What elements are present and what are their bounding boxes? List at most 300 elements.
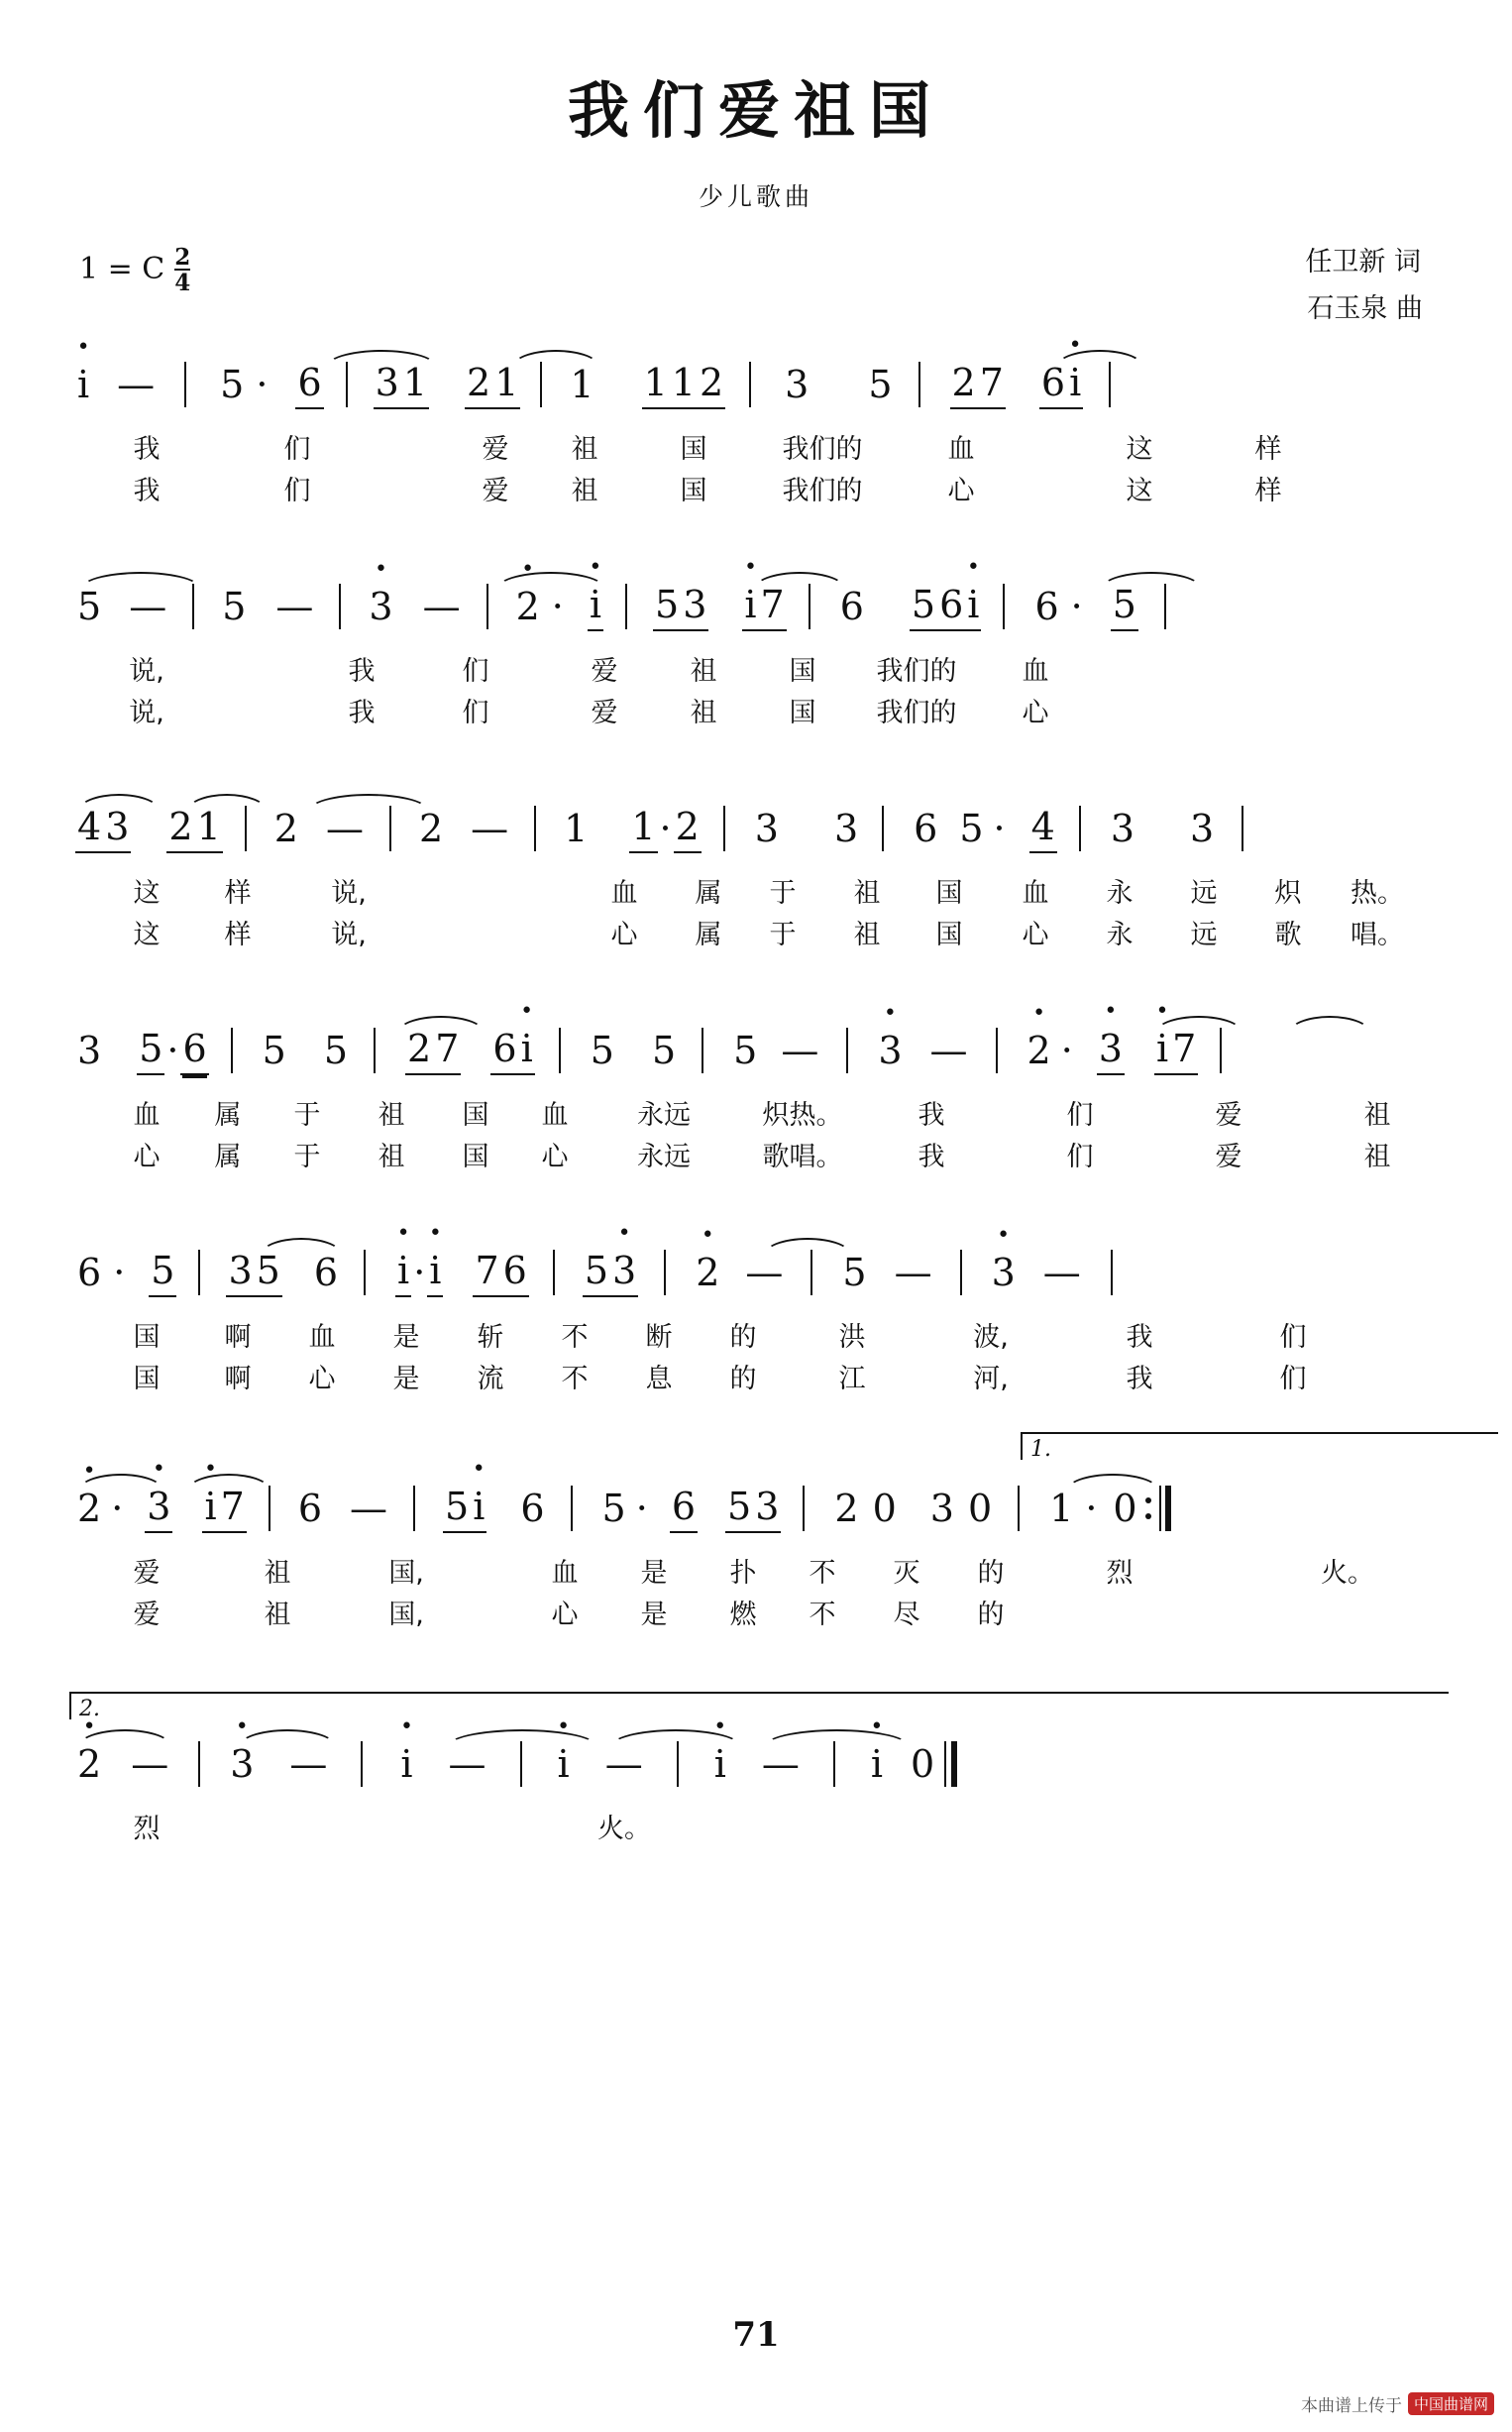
lyrics-row-2a xyxy=(69,649,1443,691)
lyric-syllable: 属 xyxy=(214,1100,242,1131)
subtitle: 少儿歌曲 xyxy=(698,182,813,211)
staff-line-3 xyxy=(69,786,1443,871)
lyric-syllable: 祖 xyxy=(690,656,717,687)
lyric-syllable: 的 xyxy=(729,1322,757,1353)
sustain-dash: — xyxy=(289,1742,328,1786)
lyrics-row-7a xyxy=(69,1807,1443,1848)
note: • 3 xyxy=(228,1742,256,1786)
music-system-6 xyxy=(69,1437,1443,1634)
barline xyxy=(269,1486,270,1531)
note: 2 xyxy=(405,1027,433,1075)
lyric-syllable: 远 xyxy=(1190,920,1218,950)
lyric-syllable: 是 xyxy=(392,1322,420,1353)
lyrics-row-4a xyxy=(69,1093,1443,1135)
note: • i xyxy=(869,1742,885,1786)
lyric-syllable: 爱 xyxy=(1215,1142,1242,1172)
dotted-rhythm-dot: · xyxy=(113,1251,126,1294)
lyric-syllable: 血 xyxy=(610,878,638,909)
lyric-syllable: 国 xyxy=(789,698,816,728)
lyric-syllable: 我们的 xyxy=(876,656,957,687)
barline xyxy=(846,1028,848,1073)
key-signature xyxy=(79,244,191,296)
barline xyxy=(1111,1250,1113,1295)
barline xyxy=(540,362,542,407)
time-signature-numerator: 2 xyxy=(174,244,191,271)
lyric-syllable: 说, xyxy=(331,878,367,909)
note: 4 xyxy=(1029,805,1057,853)
lyrics-row-5b xyxy=(69,1357,1443,1398)
lyric-syllable: 这 xyxy=(133,920,161,950)
barline xyxy=(702,1028,703,1073)
note: 2 xyxy=(166,805,194,853)
barline xyxy=(809,584,810,629)
barline xyxy=(559,1028,561,1073)
dotted-rhythm-dot: · xyxy=(413,1251,426,1294)
barline xyxy=(486,584,488,629)
note: 1 xyxy=(564,807,589,850)
note: 3 xyxy=(1110,807,1134,850)
lyric-syllable: 我 xyxy=(918,1100,945,1131)
note: 3 xyxy=(785,363,810,406)
barline xyxy=(833,1741,835,1787)
note: 2 xyxy=(418,807,444,850)
note: 0 xyxy=(1113,1487,1137,1530)
barline xyxy=(1220,1028,1222,1073)
lyric-syllable: 是 xyxy=(640,1600,668,1630)
lyric-syllable: 于 xyxy=(293,1142,321,1172)
note: 0 xyxy=(911,1742,935,1786)
composer-credit: 石玉泉 曲 xyxy=(1307,293,1423,325)
lyric-syllable: 祖 xyxy=(690,698,717,728)
lyric-syllable: 国 xyxy=(935,878,963,909)
dotted-rhythm-dot: · xyxy=(166,1029,179,1072)
music-system-1 xyxy=(69,342,1443,510)
lyric-syllable: 心 xyxy=(308,1364,336,1394)
meta-row xyxy=(69,231,1443,342)
note: 3 xyxy=(103,805,131,853)
barline xyxy=(1003,584,1005,629)
note: 3 xyxy=(374,361,401,409)
lyric-syllable: 河, xyxy=(973,1364,1009,1394)
note: 2 xyxy=(273,807,298,850)
page-number: 71 xyxy=(732,2315,780,2355)
note: • 3 xyxy=(990,1251,1018,1294)
note: • i xyxy=(471,1485,486,1533)
music-system-7 xyxy=(69,1697,1443,1848)
sustain-dash: — xyxy=(471,807,509,850)
note: • 2 xyxy=(75,1487,103,1530)
note: • 2 xyxy=(75,1742,103,1786)
barline xyxy=(553,1250,555,1295)
lyric-syllable: 我们的 xyxy=(782,476,863,506)
lyric-syllable: 啊 xyxy=(224,1322,252,1353)
note: 5 xyxy=(910,583,937,631)
lyric-syllable: 国 xyxy=(462,1100,489,1131)
barline xyxy=(245,806,247,851)
note: 0 xyxy=(967,1487,993,1530)
lyric-syllable: 扑 xyxy=(729,1558,757,1589)
key-signature-text: 1 = C xyxy=(79,252,165,286)
staff-line-2 xyxy=(69,564,1443,649)
lyric-syllable: 爱 xyxy=(1215,1100,1242,1131)
note: • i xyxy=(75,363,91,406)
lyric-syllable: 不 xyxy=(561,1364,589,1394)
lyric-syllable: 断 xyxy=(645,1322,673,1353)
lyric-syllable: 样 xyxy=(1254,434,1282,465)
sheet-music-page xyxy=(0,61,1512,2432)
lyric-syllable: 不 xyxy=(809,1558,836,1589)
note: 2 xyxy=(698,361,725,409)
note: 5 xyxy=(77,585,102,628)
note: 5 xyxy=(959,807,984,850)
note: • i xyxy=(1154,1027,1170,1075)
sustain-dash: — xyxy=(117,363,156,406)
note: • i xyxy=(742,583,758,631)
lyric-syllable: 这 xyxy=(133,878,161,909)
staff-line-6 xyxy=(69,1466,1443,1551)
barline xyxy=(571,1486,573,1531)
note: 5 xyxy=(443,1485,471,1533)
note: 6 xyxy=(297,1487,322,1530)
lyrics-row-1a xyxy=(69,427,1443,469)
sustain-dash: — xyxy=(761,1742,800,1786)
lyric-syllable: 们 xyxy=(1066,1142,1094,1172)
note: 5 xyxy=(262,1029,286,1072)
note: 3 xyxy=(1190,807,1215,850)
note: 6 xyxy=(1034,585,1059,628)
dotted-rhythm-dot: · xyxy=(993,807,1006,850)
dotted-rhythm-dot: · xyxy=(111,1487,124,1530)
lyric-syllable: 是 xyxy=(392,1364,420,1394)
note: 7 xyxy=(978,361,1006,409)
lyric-syllable: 祖 xyxy=(1363,1100,1391,1131)
music-system-5 xyxy=(69,1230,1443,1398)
lyrics-row-6b xyxy=(69,1593,1443,1634)
note: 6 xyxy=(839,585,864,628)
note: 6 xyxy=(295,361,323,409)
note: 3 xyxy=(929,1487,954,1530)
lyrics-row-4b xyxy=(69,1135,1443,1176)
barline xyxy=(374,1028,376,1073)
note: 5 xyxy=(220,363,245,406)
lyric-syllable: 祖 xyxy=(378,1142,405,1172)
note: 1 xyxy=(629,805,657,853)
lyric-syllable: 血 xyxy=(947,434,975,465)
lyric-syllable: 血 xyxy=(133,1100,161,1131)
lyric-syllable: 血 xyxy=(308,1322,336,1353)
lyric-syllable: 我 xyxy=(133,434,161,465)
note: 5 xyxy=(149,1249,176,1297)
lyric-syllable: 们 xyxy=(283,476,311,506)
note: 7 xyxy=(759,583,787,631)
sustain-dash: — xyxy=(781,1029,819,1072)
barline xyxy=(389,806,391,851)
repeat-end-barline xyxy=(1145,1486,1171,1531)
lyrics-row-2b xyxy=(69,691,1443,732)
lyric-syllable: 祖 xyxy=(853,920,881,950)
note: 1 xyxy=(670,361,698,409)
repeat-dots xyxy=(1145,1497,1151,1519)
barline xyxy=(749,362,751,407)
lyric-syllable: 炽热。 xyxy=(762,1100,843,1131)
note: 6 xyxy=(914,807,938,850)
note: 6 xyxy=(77,1251,102,1294)
lyric-syllable: 心 xyxy=(1022,920,1049,950)
lyric-syllable: 的 xyxy=(977,1558,1005,1589)
lyric-syllable: 永 xyxy=(1106,878,1134,909)
barline xyxy=(960,1250,962,1295)
thick-barline xyxy=(951,1741,957,1787)
note: 5 xyxy=(868,363,893,406)
sustain-dash: — xyxy=(422,585,461,628)
dotted-rhythm-dot: · xyxy=(1060,1029,1073,1072)
note: 5 xyxy=(137,1027,164,1075)
barline xyxy=(1109,362,1111,407)
slur-mark xyxy=(446,1729,598,1747)
lyric-syllable: 血 xyxy=(551,1558,579,1589)
note: 1 xyxy=(401,361,429,409)
slur-mark xyxy=(763,1729,911,1747)
barline xyxy=(918,362,920,407)
note: 0 xyxy=(872,1487,897,1530)
lyric-syllable: 心 xyxy=(551,1600,579,1630)
note: 6 xyxy=(937,583,965,631)
note: 1 xyxy=(570,363,594,406)
barline xyxy=(882,806,884,851)
lyric-syllable: 心 xyxy=(133,1142,161,1172)
barline xyxy=(231,1028,233,1073)
dotted-rhythm-dot: · xyxy=(635,1487,648,1530)
lyric-syllable: 炽 xyxy=(1274,878,1302,909)
sustain-dash: — xyxy=(275,585,314,628)
thin-barline xyxy=(1159,1486,1161,1531)
note: 6 xyxy=(520,1487,545,1530)
note: 3 xyxy=(754,807,779,850)
note: 5 xyxy=(733,1029,758,1072)
time-signature xyxy=(174,246,190,294)
sustain-dash: — xyxy=(929,1029,968,1072)
lyric-syllable: 属 xyxy=(695,920,722,950)
barline xyxy=(534,806,536,851)
lyric-syllable: 爱 xyxy=(482,434,509,465)
note: 6 xyxy=(501,1249,529,1297)
lyric-syllable: 灭 xyxy=(893,1558,920,1589)
lyric-syllable: 斩 xyxy=(477,1322,504,1353)
note: 5 xyxy=(601,1487,626,1530)
lyric-syllable: 我们的 xyxy=(876,698,957,728)
slur-mark xyxy=(307,794,430,812)
lyric-syllable: 啊 xyxy=(224,1364,252,1394)
lyric-syllable: 们 xyxy=(283,434,311,465)
lyric-syllable: 国 xyxy=(680,476,707,506)
note: • i xyxy=(556,1742,572,1786)
dotted-rhythm-dot: · xyxy=(256,363,269,406)
lyric-syllable: 我 xyxy=(918,1142,945,1172)
barline xyxy=(625,584,627,629)
note: 5 xyxy=(653,583,681,631)
note: 2 xyxy=(834,1487,859,1530)
note: • 3 xyxy=(876,1029,904,1072)
barline xyxy=(803,1486,805,1531)
dotted-rhythm-dot: · xyxy=(659,807,672,850)
lyric-syllable: 血 xyxy=(1022,656,1049,687)
lyric-syllable: 国 xyxy=(789,656,816,687)
lyric-syllable: 国, xyxy=(388,1558,424,1589)
lyric-syllable: 祖 xyxy=(264,1558,291,1589)
lyric-syllable: 样 xyxy=(1254,476,1282,506)
lyric-syllable: 不 xyxy=(809,1600,836,1630)
barline xyxy=(361,1741,363,1787)
note: 5 xyxy=(222,585,247,628)
barline xyxy=(339,584,341,629)
sustain-dash: — xyxy=(325,807,364,850)
note: 5 xyxy=(583,1249,610,1297)
credits xyxy=(1305,239,1423,333)
lyrics-row-3a xyxy=(69,871,1443,913)
barline xyxy=(198,1250,200,1295)
note: • 2 xyxy=(694,1251,721,1294)
slur-mark xyxy=(1288,1016,1371,1034)
lyric-syllable: 说, xyxy=(129,698,164,728)
barline xyxy=(1079,806,1081,851)
lyric-syllable: 我们的 xyxy=(782,434,863,465)
barline xyxy=(723,806,725,851)
sustain-dash: — xyxy=(448,1742,486,1786)
sustain-dash: — xyxy=(745,1251,784,1294)
thin-barline xyxy=(944,1741,946,1787)
barline xyxy=(184,362,186,407)
lyric-syllable: 样 xyxy=(224,878,252,909)
system-gap xyxy=(69,740,1443,786)
dotted-rhythm-dot: · xyxy=(1070,585,1083,628)
lyric-syllable: 国 xyxy=(133,1364,161,1394)
music-system-2 xyxy=(69,564,1443,732)
note: 3 xyxy=(226,1249,254,1297)
lyric-syllable: 热。 xyxy=(1350,878,1404,909)
note: 5 xyxy=(255,1249,282,1297)
note: 5 xyxy=(323,1029,349,1072)
note: 6 xyxy=(313,1251,339,1294)
barline xyxy=(664,1250,666,1295)
lyric-syllable: 永远 xyxy=(637,1142,691,1172)
volta-bracket-1 xyxy=(1021,1432,1498,1460)
page-title: 我们爱祖国 xyxy=(567,74,944,147)
lyric-syllable: 们 xyxy=(1066,1100,1094,1131)
dotted-rhythm-dot: · xyxy=(551,585,564,628)
note: 6 xyxy=(670,1485,698,1533)
site-credit xyxy=(1301,2391,1494,2416)
note: 6 xyxy=(180,1027,208,1075)
note: 2 xyxy=(674,805,702,853)
lyric-syllable: 们 xyxy=(1279,1364,1307,1394)
note: • i xyxy=(519,1027,535,1075)
lyric-syllable: 心 xyxy=(947,476,975,506)
note: • i xyxy=(965,583,981,631)
note: • 3 xyxy=(367,585,394,628)
note: 1 xyxy=(195,805,223,853)
lyric-syllable: 祖 xyxy=(571,434,598,465)
barline xyxy=(192,584,194,629)
lyrics-row-3b xyxy=(69,913,1443,954)
lyric-syllable: 于 xyxy=(293,1100,321,1131)
music-system-3 xyxy=(69,786,1443,954)
volta-bracket-2 xyxy=(69,1692,1449,1719)
note: 1 xyxy=(492,361,520,409)
note: • i xyxy=(712,1742,728,1786)
sustain-dash: — xyxy=(1042,1251,1081,1294)
lyric-syllable: 爱 xyxy=(133,1558,161,1589)
lyric-syllable: 洪 xyxy=(838,1322,866,1353)
lyric-syllable: 于 xyxy=(769,920,797,950)
lyric-syllable: 的 xyxy=(977,1600,1005,1630)
note: 7 xyxy=(1170,1027,1198,1075)
lyric-syllable: 于 xyxy=(769,878,797,909)
lyric-syllable: 我 xyxy=(348,698,376,728)
note: 5 xyxy=(842,1251,867,1294)
lyric-syllable: 样 xyxy=(224,920,252,950)
lyric-syllable: 我 xyxy=(1126,1364,1153,1394)
lyric-syllable: 国 xyxy=(935,920,963,950)
lyric-syllable: 火。 xyxy=(597,1814,651,1844)
lyricist-credit: 任卫新 词 xyxy=(1305,247,1421,277)
barline xyxy=(677,1741,679,1787)
staff-line-5 xyxy=(69,1230,1443,1315)
lyrics-row-1b xyxy=(69,469,1443,510)
note: 3 xyxy=(833,807,859,850)
note: • 3 xyxy=(610,1249,638,1297)
sustain-dash: — xyxy=(604,1742,643,1786)
lyric-syllable: 永 xyxy=(1106,920,1134,950)
note: • i xyxy=(202,1485,218,1533)
lyric-syllable: 燃 xyxy=(729,1600,757,1630)
note: 2 xyxy=(950,361,978,409)
lyric-syllable: 爱 xyxy=(591,656,618,687)
volta-label: 2. xyxy=(79,1697,100,1721)
note: • i xyxy=(427,1249,443,1297)
lyric-syllable: 血 xyxy=(541,1100,569,1131)
lyric-syllable: 是 xyxy=(640,1558,668,1589)
site-credit-text: 本曲谱上传于 xyxy=(1300,2396,1402,2416)
lyric-syllable: 血 xyxy=(1022,878,1049,909)
lyric-syllable: 爱 xyxy=(133,1600,161,1630)
lyric-syllable: 永远 xyxy=(637,1100,691,1131)
note: 5 xyxy=(725,1485,753,1533)
note: 5 xyxy=(590,1029,614,1072)
lyric-syllable: 我 xyxy=(133,476,161,506)
lyric-syllable: 唱。 xyxy=(1350,920,1404,950)
lyric-syllable: 说, xyxy=(331,920,367,950)
thick-barline xyxy=(1165,1486,1171,1531)
lyric-syllable: 属 xyxy=(214,1142,242,1172)
lyric-syllable: 祖 xyxy=(378,1100,405,1131)
note: • i xyxy=(395,1249,411,1297)
lyric-syllable: 国 xyxy=(133,1322,161,1353)
barline xyxy=(520,1741,522,1787)
lyric-syllable: 爱 xyxy=(591,698,618,728)
barline xyxy=(364,1250,366,1295)
note: • 2 xyxy=(1026,1029,1053,1072)
lyric-syllable: 我 xyxy=(1126,1322,1153,1353)
note: 7 xyxy=(433,1027,461,1075)
lyric-syllable: 不 xyxy=(561,1322,589,1353)
lyric-syllable: 祖 xyxy=(1363,1142,1391,1172)
lyric-syllable: 江 xyxy=(838,1364,866,1394)
barline xyxy=(346,362,348,407)
barline xyxy=(413,1486,415,1531)
final-barline xyxy=(944,1741,957,1787)
lyric-syllable: 流 xyxy=(477,1364,504,1394)
note: • 2 xyxy=(514,585,542,628)
